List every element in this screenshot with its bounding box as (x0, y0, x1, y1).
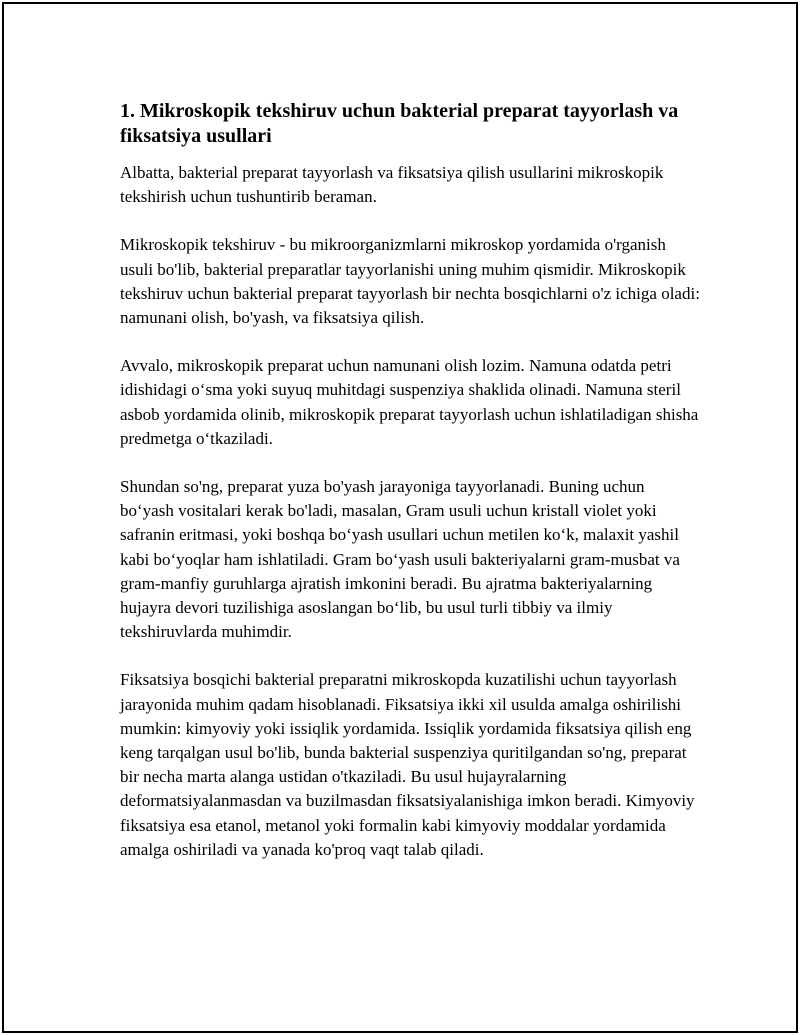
paragraph-intro: Albatta, bakterial preparat tayyorlash va fiksatsiya qilish usullarini mikroskopik tekshirish uchun tushuntirib beraman. (120, 163, 664, 207)
paragraph-definition: Mikroskopik tekshiruv - bu mikroorganizmlarni mikroskop yordamida o'rganish usuli bo'lib, bakterial preparatlar tayyorlanishi uning muhim qismidir. Mikroskopik tekshiruv uchun bakterial preparat tayyorlash bir nechta bosqichlarni o'z ichiga oladi: namunani olish, bo'yash, va fiksatsiya qilish. (120, 235, 700, 328)
page-border (2, 2, 798, 1033)
document-body (120, 99, 700, 862)
paragraph-fixation: Fiksatsiya bosqichi bakterial preparatni mikroskopda kuzatilishi uchun tayyorlash jarayonida muhim qadam hisoblanadi. Fiksatsiya ikki xil usulda amalga oshirilishi mumkin: kimyoviy yoki issiqlik yordamida. Issiqlik yordamida fiksatsiya qilish eng keng tarqalgan usul bo'lib, bunda bakterial suspenziya quritilgandan so'ng, preparat bir necha marta alanga ustidan o'tkaziladi. Bu usul hujayralarning deformatsiyalanmasdan va buzilmasdan fiksatsiyalanishiga imkon beradi. Kimyoviy fiksatsiya esa etanol, metanol yoki formalin kabi kimyoviy moddalar yordamida amalga oshiriladi va yanada ko'proq vaqt talab qiladi. (120, 670, 695, 859)
document-title: 1. Mikroskopik tekshiruv uchun bakterial preparat tayyorlash va fiksatsiya usullari (120, 100, 679, 147)
paragraph-staining: Shundan so'ng, preparat yuza bo'yash jarayoniga tayyorlanadi. Buning uchun bo‘yash vositalari kerak bo'ladi, masalan, Gram usuli uchun kristall violet yoki safranin eritmasi, yoki boshqa bo‘yash usullari uchun metilen ko‘k, malaxit yashil kabi bo‘yoqlar ham ishlatiladi. Gram bo‘yash usuli bakteriyalarni gram-musbat va gram-manfiy guruhlarga ajratish imkonini beradi. Bu ajratma bakteriyalarning hujayra devori tuzilishiga asoslangan bo‘lib, bu usul turli tibbiy va ilmiy tekshiruvlarda muhimdir. (120, 477, 680, 642)
paragraph-sampling: Avvalo, mikroskopik preparat uchun namunani olish lozim. Namuna odatda petri idishidagi o‘sma yoki suyuq muhitdagi suspenziya shaklida olinadi. Namuna steril asbob yordamida olinib, mikroskopik preparat tayyorlash uchun ishlatiladigan shisha predmetga o‘tkaziladi. (120, 356, 699, 448)
